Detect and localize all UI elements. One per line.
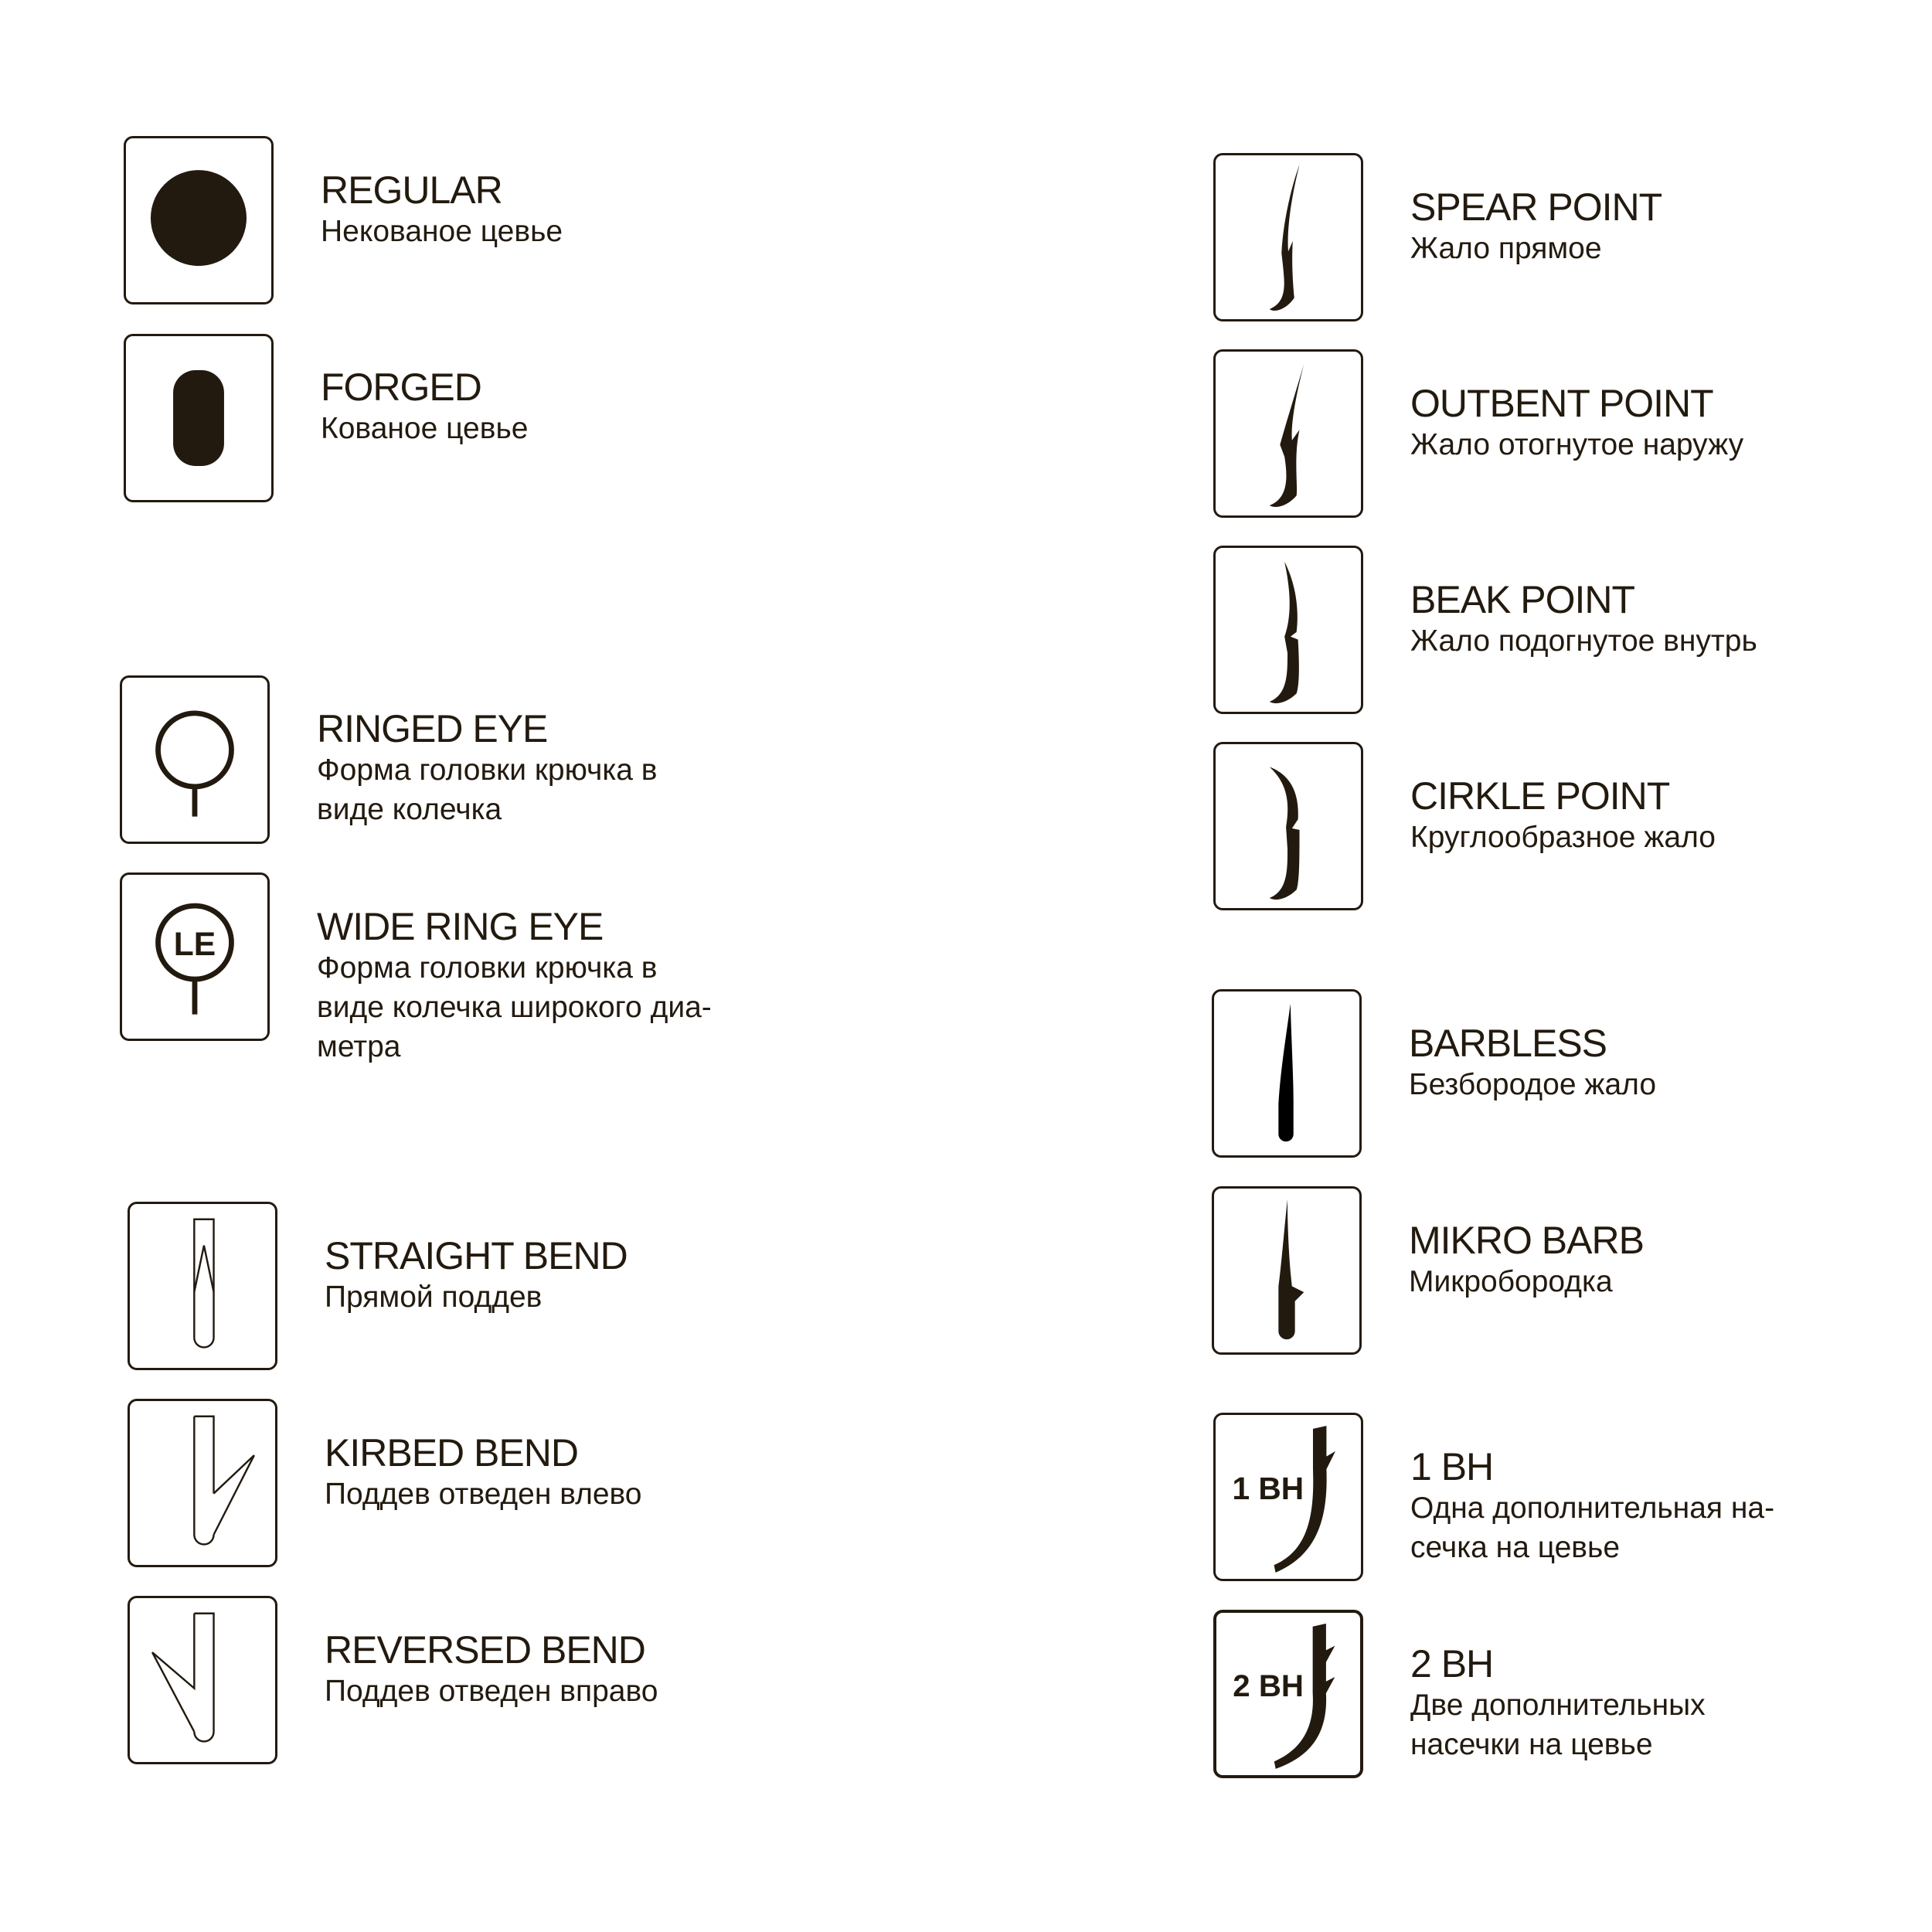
cirkle-point-label	[1410, 774, 1716, 857]
one-bh-icon-text: 1 BH	[1232, 1470, 1304, 1506]
wide-ring-eye-icon-text: LE	[173, 926, 216, 964]
barbless-title: BARBLESS	[1409, 1022, 1607, 1065]
kirbed-bend-icon	[130, 1401, 275, 1565]
straight-bend-title: STRAIGHT BEND	[325, 1234, 628, 1277]
spear-point-label	[1410, 185, 1662, 268]
reversed-bend-title: REVERSED BEND	[325, 1628, 645, 1672]
one-bh-title: 1 BH	[1410, 1445, 1494, 1488]
straight-bend-icon	[130, 1204, 275, 1368]
beak-point-icon	[1216, 548, 1361, 712]
barbless-desc: Безбородое жало	[1409, 1068, 1657, 1101]
wide-ring-eye-icon-box	[120, 872, 270, 1041]
two-bh-desc: Две дополнительных насечки на цевье	[1410, 1689, 1706, 1761]
reversed-bend-desc: Поддев отведен вправо	[325, 1675, 658, 1708]
wide-ring-eye-title: WIDE RING EYE	[317, 905, 604, 948]
beak-point-label	[1410, 578, 1757, 661]
regular-shank-title: REGULAR	[321, 168, 502, 212]
two-bh-title: 2 BH	[1410, 1642, 1494, 1685]
mikro-barb-title: MIKRO BARB	[1409, 1219, 1644, 1262]
mikro-barb-icon	[1214, 1189, 1359, 1352]
spear-point-icon-box	[1213, 153, 1363, 321]
spear-point-desc: Жало прямое	[1410, 232, 1602, 265]
cirkle-point-title: CIRKLE POINT	[1410, 774, 1670, 818]
two-bh-label	[1410, 1642, 1706, 1764]
ringed-eye-title: RINGED EYE	[317, 707, 548, 750]
mikro-barb-desc: Микробородка	[1409, 1265, 1613, 1298]
reversed-bend-icon	[130, 1598, 275, 1762]
beak-point-desc: Жало подогнутое внутрь	[1410, 624, 1757, 658]
outbent-point-desc: Жало отогнутое наружу	[1410, 428, 1744, 461]
kirbed-bend-label	[325, 1431, 642, 1514]
mikro-barb-label	[1409, 1219, 1644, 1301]
outbent-point-icon-box	[1213, 349, 1363, 518]
one-bh-desc: Одна дополнительная на- сечка на цевье	[1410, 1492, 1775, 1564]
ringed-eye-icon-box	[120, 675, 270, 844]
wide-ring-eye-label	[317, 905, 712, 1066]
regular-shank-icon	[126, 138, 271, 302]
kirbed-bend-title: KIRBED BEND	[325, 1431, 578, 1475]
spear-point-title: SPEAR POINT	[1410, 185, 1662, 229]
straight-bend-label	[325, 1234, 628, 1317]
forged-shank-title: FORGED	[321, 366, 481, 409]
ringed-eye-icon	[122, 678, 267, 842]
one-bh-icon	[1216, 1415, 1361, 1579]
ringed-eye-label	[317, 707, 657, 829]
forged-shank-label	[321, 366, 528, 448]
forged-shank-icon	[126, 336, 271, 500]
two-bh-icon-box	[1213, 1610, 1363, 1778]
cirkle-point-desc: Круглообразное жало	[1410, 821, 1716, 854]
wide-ring-eye-desc: Форма головки крючка в виде колечка широкого диа- метра	[317, 951, 712, 1063]
straight-bend-desc: Прямой поддев	[325, 1281, 543, 1314]
beak-point-icon-box	[1213, 546, 1363, 714]
forged-shank-desc: Кованое цевье	[321, 412, 529, 445]
forged-shank-icon-box	[124, 334, 274, 502]
wide-ring-eye-icon	[122, 875, 267, 1039]
regular-shank-desc: Некованое цевье	[321, 215, 563, 248]
reversed-bend-label	[325, 1628, 658, 1711]
beak-point-title: BEAK POINT	[1410, 578, 1635, 621]
regular-shank-icon-box	[124, 136, 274, 304]
one-bh-icon-box	[1213, 1413, 1363, 1581]
spear-point-icon	[1216, 155, 1361, 319]
two-bh-icon-text: 2 BH	[1233, 1668, 1304, 1703]
mikro-barb-icon-box	[1212, 1186, 1362, 1355]
barbless-label	[1409, 1022, 1656, 1104]
kirbed-bend-icon-box	[128, 1399, 277, 1567]
ringed-eye-desc: Форма головки крючка в виде колечка	[317, 753, 658, 826]
reversed-bend-icon-box	[128, 1596, 277, 1764]
barbless-icon	[1214, 992, 1359, 1155]
outbent-point-icon	[1216, 352, 1361, 515]
outbent-point-label	[1410, 382, 1743, 464]
one-bh-label	[1410, 1445, 1774, 1567]
barbless-icon-box	[1212, 989, 1362, 1158]
kirbed-bend-desc: Поддев отведен влево	[325, 1478, 642, 1511]
straight-bend-icon-box	[128, 1202, 277, 1370]
cirkle-point-icon-box	[1213, 742, 1363, 910]
regular-shank-label	[321, 168, 563, 251]
cirkle-point-icon	[1216, 744, 1361, 908]
two-bh-icon	[1216, 1613, 1360, 1775]
outbent-point-title: OUTBENT POINT	[1410, 382, 1713, 425]
